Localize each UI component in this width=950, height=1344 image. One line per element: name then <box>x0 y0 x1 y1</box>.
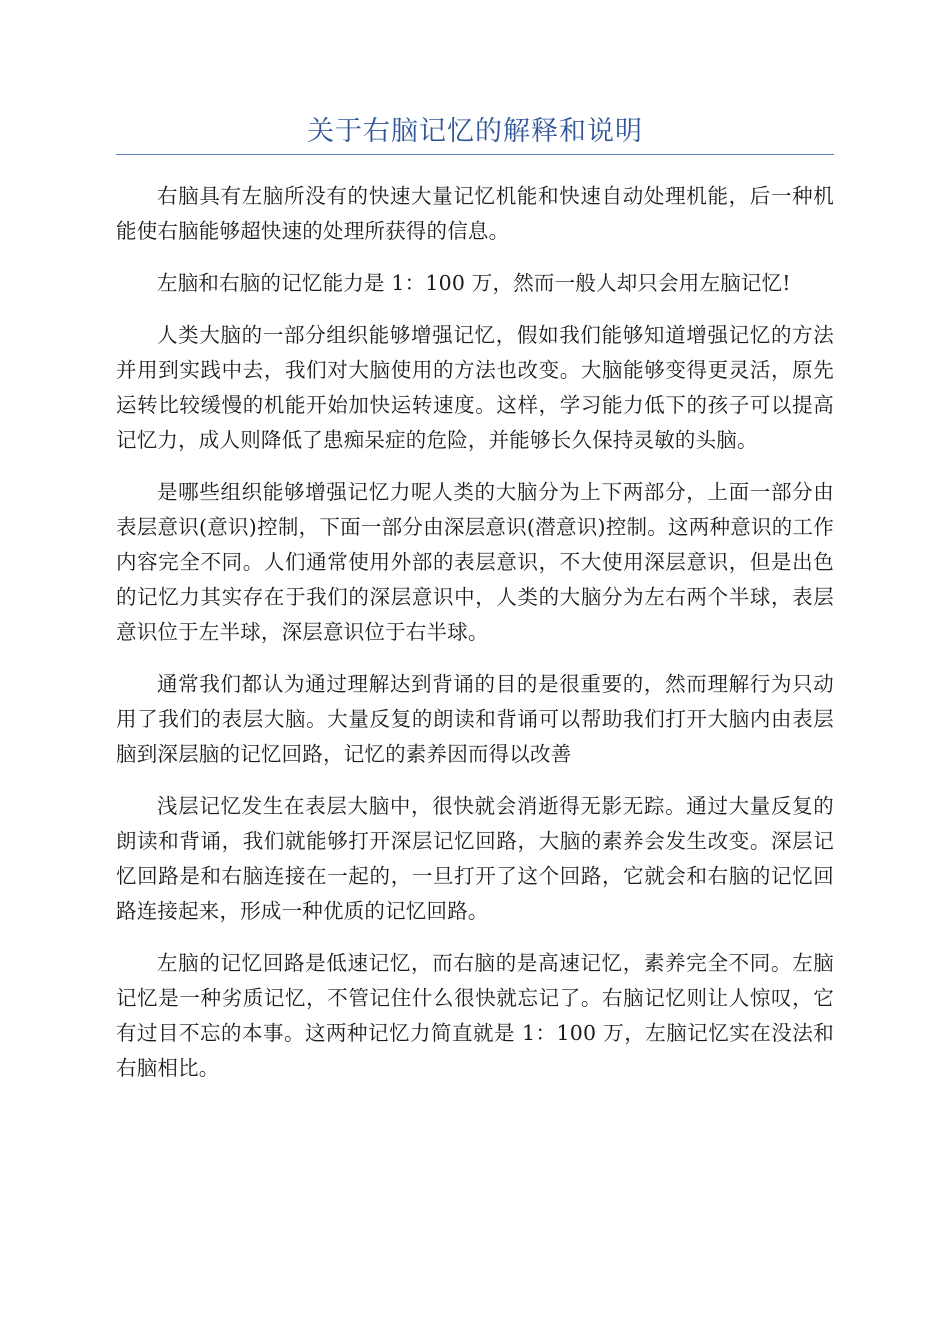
paragraph-2: 左脑和右脑的记忆能力是 1：100 万，然而一般人却只会用左脑记忆! <box>157 271 791 295</box>
paragraph-5: 通常我们都认为通过理解达到背诵的目的是很重要的，然而理解行为只动用了我们的表层大脑。大量反复的朗读和背诵可以帮助我们打开大脑内由表层脑到深层脑的记忆回路，记忆的素养因而得以改善 <box>116 672 834 766</box>
paragraph-6: 浅层记忆发生在表层大脑中，很快就会消逝得无影无踪。通过大量反复的朗读和背诵，我们就能够打开深层记忆回路，大脑的素养会发生改变。深层记忆回路是和右脑连接在一起的，一旦打开了这个回路，它就会和右脑的记忆回路连接起来，形成一种优质的记忆回路。 <box>116 794 834 923</box>
paragraph-3: 人类大脑的一部分组织能够增强记忆，假如我们能够知道增强记忆的方法并用到实践中去，我们对大脑使用的方法也改变。大脑能够变得更灵活，原先运转比较缓慢的机能开始加快运转速度。这样，学习能力低下的孩子可以提高记忆力，成人则降低了患痴呆症的危险，并能够长久保持灵敏的头脑。 <box>116 323 834 452</box>
document-body <box>116 179 834 1086</box>
document-page <box>116 112 834 1103</box>
paragraph-4: 是哪些组织能够增强记忆力呢人类的大脑分为上下两部分，上面一部分由表层意识(意识)控制，下面一部分由深层意识(潜意识)控制。这两种意识的工作内容完全不同。人们通常使用外部的表层意识，不大使用深层意识，但是出色的记忆力其实存在于我们的深层意识中，人类的大脑分为左右两个半球，表层意识位于左半球，深层意识位于右半球。 <box>116 480 834 644</box>
paragraph-1: 右脑具有左脑所没有的快速大量记忆机能和快速自动处理机能，后一种机能使右脑能够超快速的处理所获得的信息。 <box>116 184 834 243</box>
document-title: 关于右脑记忆的解释和说明 <box>116 112 834 155</box>
paragraph-7: 左脑的记忆回路是低速记忆，而右脑的是高速记忆，素养完全不同。左脑记忆是一种劣质记忆，不管记住什么很快就忘记了。右脑记忆则让人惊叹，它有过目不忘的本事。这两种记忆力简直就是 1：100 万，左脑记忆实在没法和右脑相比。 <box>116 951 834 1080</box>
